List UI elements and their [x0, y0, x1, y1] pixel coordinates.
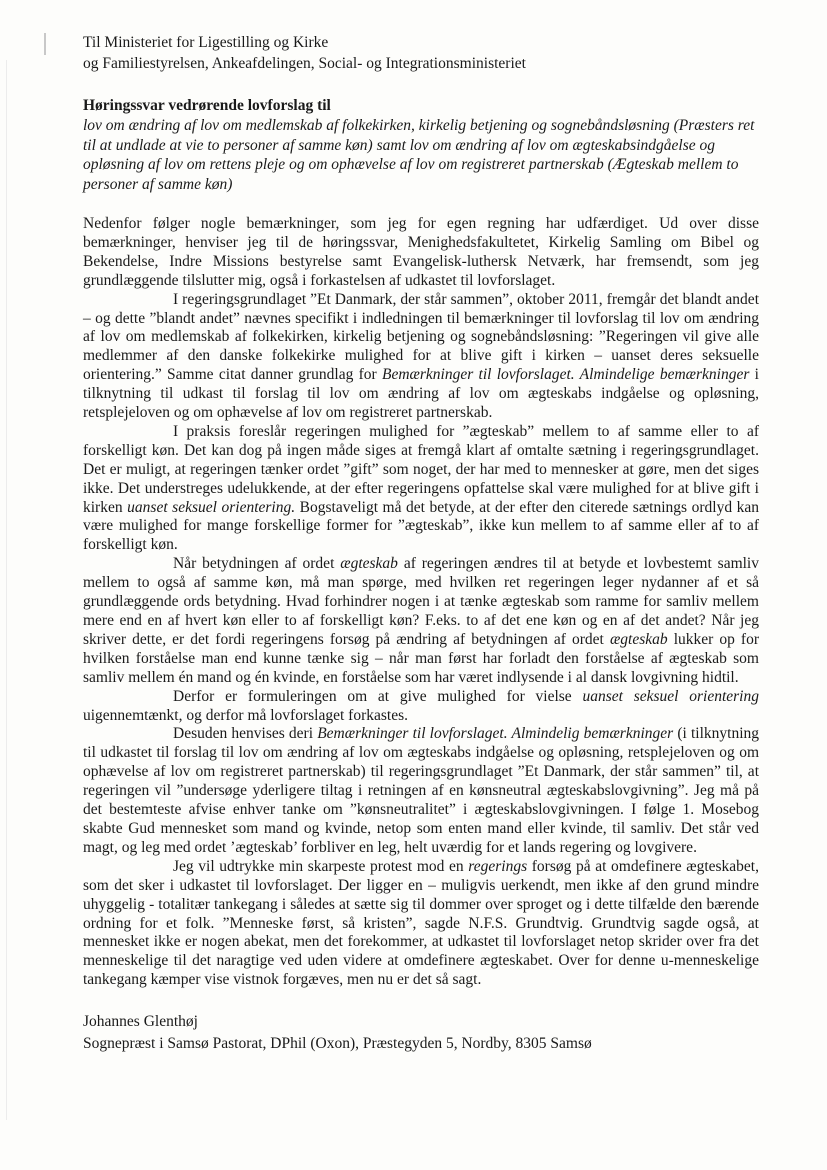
paragraph-4-emphasis-1: ægteskab: [340, 555, 398, 573]
paragraph-3-text-b: Bogstaveligt må det betyde, at der efter den citerede sætnings ordlyd kan være mulighed for mange forskellige former for ”ægteskab”, ikke kun mellem to af samme eller af to af forskelligt køn.: [83, 498, 759, 554]
paragraph-6-text-a: Desuden henvises deri: [173, 725, 318, 743]
paragraph-4-text-a: Når betydningen af ordet: [173, 555, 341, 573]
signature-name: Johannes Glenthøj: [83, 1013, 198, 1031]
paragraph-7-text-b: forsøg på at omdefinere ægteskabet, som det sker i udkastet til lovforslaget. Der ligger en – muligvis uerkendt, men ikke af den grund mindre uhyggelig - totalitær tankegang i således at sætte sig til dommer over sproget og i dette tilfælde den bærende ordning for et folk. ”Menneske først, så kristen”, sagde N.F.S. Grundtvig. Grundtvig sagde også, at mennesket ikke er nogen abekat, men det forekommer, at udkastet til lovforslaget netop skrider over fra det menneskelige til det naragtige ved uden videre at omdefinere ægteskabet. Over for denne u-menneskelige tankegang kæmper vise vistnok forgæves, men nu er det så sagt.: [83, 857, 759, 989]
paragraph-2: [83, 291, 759, 423]
subject-description: lov om ændring af lov om medlemskab af folkekirken, kirkelig betjening og sognebåndsløsning (Præsters ret til at undlade at vie to personer af samme køn) samt lov om ændring af lov om ægteskabsindgåelse og opløsning af lov om rettens pleje og om ophævelse af lov om registreret partnerskab (Ægteskab mellem to personer af samme køn): [83, 116, 755, 194]
paragraph-1-text: Nedenfor følger nogle bemærkninger, som jeg for egen regning har udfærdiget. Ud over disse bemærkninger, henviser jeg til de høringssvar, Menighedsfakultetet, Kirkelig Samling om Bibel og Bekendelse, Indre Missions bestyrelse samt Evangelisk-luthersk Netværk, har fremsendt, som jeg grundlæggende tilslutter mig, også i forkastelsen af udkastet til lovforslaget.: [83, 214, 759, 289]
scan-edge-line: [6, 60, 7, 1120]
recipient-line-1: Til Ministeriet for Ligestilling og Kirke: [83, 34, 329, 51]
subject-block: [83, 96, 759, 195]
paragraph-2-emphasis: Bemærkninger til lovforslaget. Almindelige bemærkninger: [381, 366, 750, 384]
paragraph-7-text-a: Jeg vil udtrykke min skarpeste protest mod en: [173, 857, 469, 875]
paragraph-4: [83, 555, 759, 687]
paragraph-1: [83, 215, 759, 291]
paragraph-2-text-a: I regeringsgrundlaget ”Et Danmark, der står sammen”, oktober 2011, fremgår det blandt andet – og dette ”blandt andet” nævnes specifikt i indledningen til bemærkninger til lovforslag til lov om ændring af lov om medlemskab af folkekirken, kirkelig betjening og sognebåndsløsning: ”Regeringen vil give alle medlemmer af den danske folkekirke mulighed for at blive gift i kirken – uanset deres seksuelle orientering.” Samme citat danner grundlag for: [83, 290, 759, 384]
signature-title: Sognepræst i Samsø Pastorat, DPhil (Oxon), Præstegyden 5, Nordby, 8305 Samsø: [83, 1035, 592, 1053]
paragraph-6-text-b: (i tilknytning til udkastet til forslag til lov om ændring af lov om ægteskabs indgåelse og opløsning, retsplejeloven og om ophævelse af lov om registreret partnerskab) til regeringsgrundlaget ”Et Danmark, der står sammen” til, at regeringen vil ”undersøge yderligere tiltag i retningen af en kønsneutral ægteskabslovgivning”. Jeg må på det bestemteste afvise enhver tanke om ”kønsneutralitet” i ægteskabslovgivningen. I følge 1. Mosebog skabte Gud mennesket som mand og kvinde, netop som enten mand eller kvinde, til samliv. Det står ved magt, og leg med ordet ’ægteskab’ forbliver en leg, helt uværdig for et lands regering og lovgivere.: [83, 725, 759, 856]
scan-artifact: [44, 33, 46, 55]
paragraph-5-text-b: uigennemtænkt, og derfor må lovforslaget forkastes.: [83, 706, 408, 724]
paragraph-5-emphasis: uanset seksuel orientering: [582, 687, 759, 705]
paragraph-6-emphasis: Bemærkninger til lovforslaget. Almindelig bemærkninger: [317, 725, 674, 743]
paragraph-3: [83, 423, 759, 555]
recipient-line-2: og Familiestyrelsen, Ankeafdelingen, Social- og Integrationsministeriet: [83, 55, 526, 72]
recipient-block: [83, 32, 759, 74]
paragraph-7: [83, 858, 759, 990]
paragraph-7-emphasis: regerings: [468, 857, 528, 875]
letter-content: [83, 32, 759, 1055]
paragraph-4-emphasis-2: ægteskab: [609, 630, 668, 648]
letter-body: [83, 215, 759, 990]
paragraph-5: [83, 688, 759, 726]
paragraph-5-text-a: Derfor er formuleringen om at give mulighed for vielse: [173, 687, 583, 705]
subject-title: Høringssvar vedrørende lovforslag til: [83, 97, 331, 114]
paragraph-2-text-b: i tilknytning til udkast til forslag til lov om ændring af lov om ægteskabs indgåelse og opløsning, retsplejeloven og om ophævelse af lov om registreret partnerskab.: [83, 366, 759, 422]
paragraph-3-emphasis: uanset seksuel orientering.: [127, 498, 296, 516]
paragraph-3-text-a: I praksis foreslår regeringen mulighed for ”ægteskab” mellem to af samme eller to af forskelligt køn. Det kan dog på ingen måde siges at fremgå klart af omtalte sætning i regeringsgrundlaget. Det er muligt, at regeringen tænker ordet ”gift” som noget, der har med to mennesker at gøre, men det siges ikke. Det understreges udelukkende, at der efter regeringens opfattelse skal være mulighed for at blive gift i kirken: [83, 422, 759, 516]
paragraph-6: [83, 725, 759, 857]
signature-block: [83, 1011, 759, 1055]
paragraph-4-text-c: lukker op for hvilken forståelse man end kunne tænke sig – når man først har forladt den forståelse af ægteskab som samliv mellem én mand og én kvinde, en forståelse som har været indlysende i al dansk lovgivning hidtil.: [83, 630, 760, 686]
paragraph-4-text-b: af regeringen ændres til at betyde et lovbestemt samliv mellem to også af samme køn, må man spørge, med hvilken ret regeringen leger nydanner af et så grundlæggende ords betydning. Hvad forhindrer nogen i at tænke ægteskab som ramme for samliv mellem mere end en af hvert køn eller to af forskelligt køn? F.eks. to af det ene køn og en af det andet? Når jeg skriver dette, er det fordi regeringens forsøg på ændring af betydningen af ordet: [83, 555, 759, 648]
